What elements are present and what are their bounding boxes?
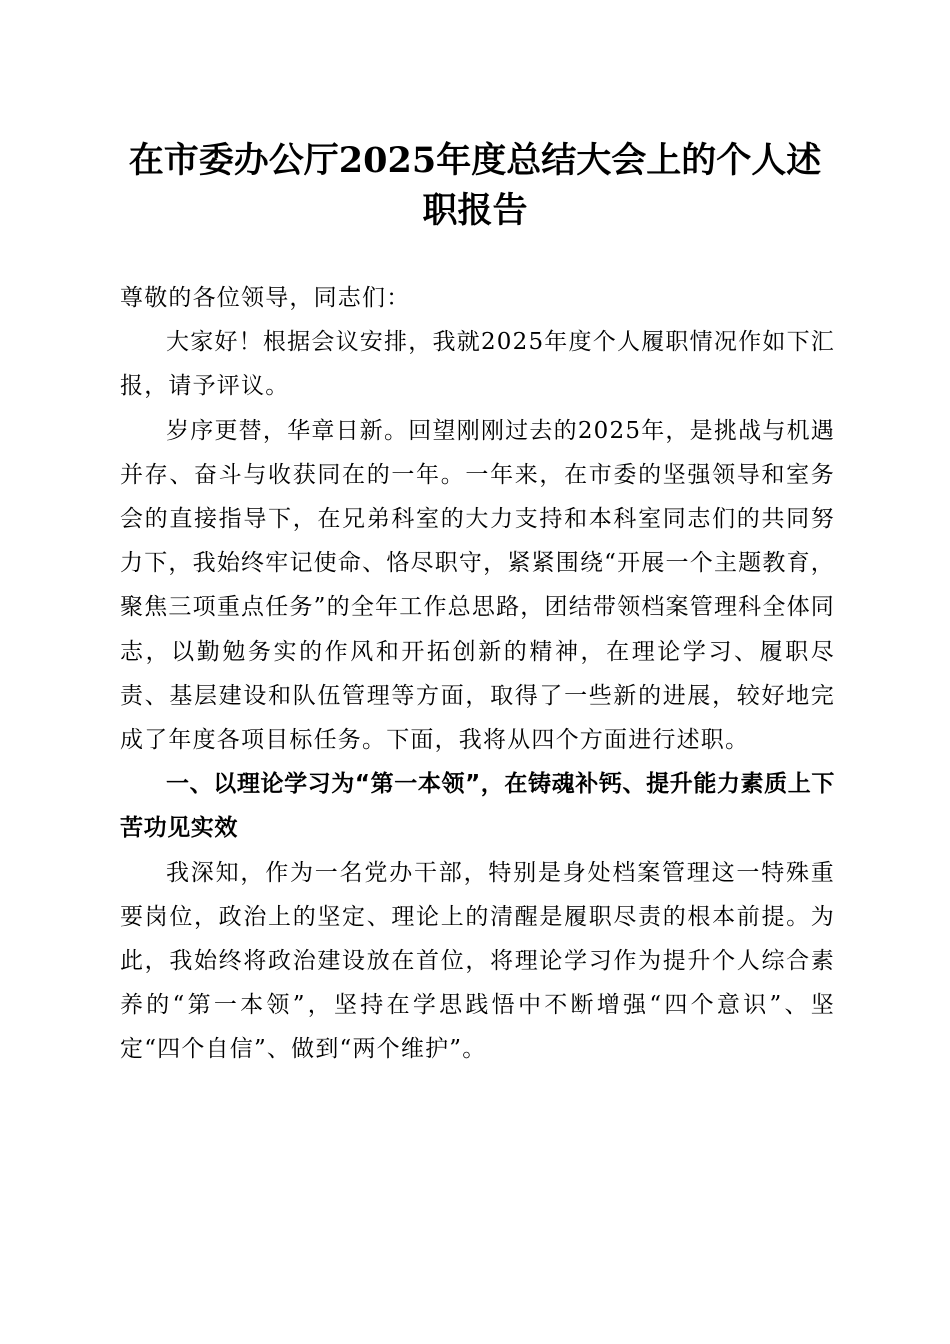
paragraph-section-1: 我深知，作为一名党办干部，特别是身处档案管理这一特殊重要岗位，政治上的坚定、理论上的清醒是履职尽责的根本前提。为此，我始终将政治建设放在首位，将理论学习作为提升个人综合素养的“第一本领”，坚持在学思践悟中不断增强“四个意识”、坚定“四个自信”、做到“两个维护”。 <box>120 859 835 1063</box>
title-line-2: 职报告 <box>422 190 528 231</box>
document-body <box>120 276 835 1072</box>
section-heading-1: 一、以理论学习为“第一本领”，在铸魂补钙、提升能力素质上下苦功见实效 <box>120 771 835 842</box>
title-line-1: 在市委办公厅2025年度总结大会上的个人述 <box>128 140 822 181</box>
salutation: 尊敬的各位领导，同志们： <box>120 285 411 311</box>
paragraph-overview: 岁序更替，华章日新。回望刚刚过去的2025年，是挑战与机遇并存、奋斗与收获同在的一年。一年来，在市委的坚强领导和室务会的直接指导下，在兄弟科室的大力支持和本科室同志们的共同努力下，我始终牢记使命、恪尽职守，紧紧围绕“开展一个主题教育，聚焦三项重点任务”的全年工作总思路，团结带领档案管理科全体同志，以勤勉务实的作风和开拓创新的精神，在理论学习、履职尽责、基层建设和队伍管理等方面，取得了一些新的进展，较好地完成了年度各项目标任务。下面，我将从四个方面进行述职。 <box>120 417 835 754</box>
document-title <box>120 136 830 236</box>
paragraph-opening: 大家好！根据会议安排，我就2025年度个人履职情况作如下汇报，请予评议。 <box>120 329 835 400</box>
